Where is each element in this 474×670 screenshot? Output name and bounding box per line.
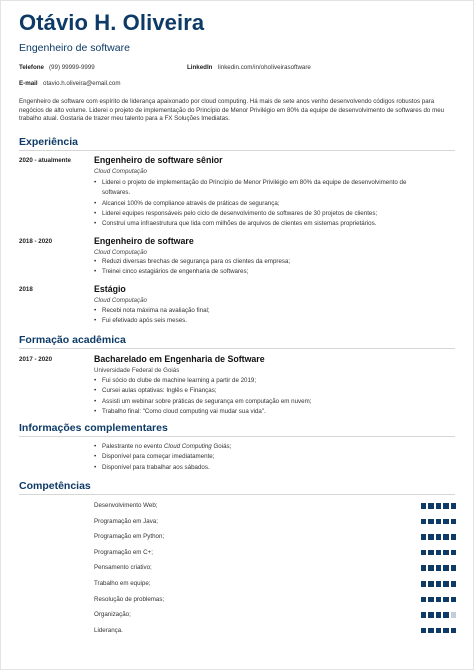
list-item: • Liderei equipes responsáveis pelo ciclo de desenvolvimento de softwares de 30 projetos de clientes; [94, 209, 454, 219]
skill-level-square [436, 534, 442, 540]
skill-level-square [443, 550, 449, 556]
list-item: • Reduzi diversas brechas de segurança para os clientes da empresa; [94, 257, 454, 267]
skill-row [94, 627, 456, 635]
list-item: • Disponível para trabalhar aos sábados. [94, 463, 454, 473]
skill-name: Organização; [94, 611, 131, 619]
skill-row [94, 580, 456, 588]
skill-level-square [443, 612, 449, 618]
skill-level-bar [421, 628, 457, 634]
skill-level-bar [421, 581, 457, 587]
candidate-name: Otávio H. Oliveira [19, 10, 205, 35]
skill-level-bar [421, 503, 457, 509]
skill-level-square [436, 597, 442, 603]
skill-level-square [436, 565, 442, 571]
skill-level-square [443, 581, 449, 587]
skill-level-bar [421, 519, 457, 525]
skill-row [94, 611, 456, 619]
candidate-title: Engenheiro de software [19, 42, 130, 54]
skill-level-square [443, 534, 449, 540]
job-bullets [94, 178, 454, 229]
divider [19, 494, 455, 495]
skill-name: Pensamento criativo; [94, 564, 152, 572]
skill-level-square [436, 628, 442, 634]
skill-level-square [443, 565, 449, 571]
skill-level-square [428, 565, 434, 571]
job-date: 2020 - atualmente [19, 157, 71, 164]
skill-level-square [451, 581, 457, 587]
skill-level-square [421, 628, 427, 634]
skill-level-square [443, 597, 449, 603]
list-item: • Palestrante no evento Cloud Computing Goiás; [94, 442, 454, 452]
skill-level-square [443, 503, 449, 509]
skill-level-square [436, 612, 442, 618]
job-title: Estágio [94, 284, 126, 294]
skill-name: Desenvolvimento Web; [94, 502, 158, 509]
list-item: • Recebi nota máxima na avaliação final; [94, 306, 454, 316]
linkedin-value[interactable]: linkedin.com/in/ohoIiveirasoftware [218, 64, 311, 71]
skill-level-square [421, 534, 427, 540]
skill-level-square [428, 612, 434, 618]
skill-row [94, 533, 456, 541]
skill-row [94, 564, 456, 572]
list-item: • Fui efetivado após seis meses. [94, 316, 454, 326]
skill-level-square [428, 628, 434, 634]
skill-level-square [428, 581, 434, 587]
additional-bullets [94, 442, 454, 473]
email-value[interactable]: otavio.h.oliveira@email.com [43, 80, 121, 87]
list-item: • Disponível para começar imediatamente; [94, 452, 454, 462]
job-title: Engenheiro de software sênior [94, 155, 223, 165]
skill-level-square [451, 628, 457, 634]
job-company: Cloud Computação [94, 168, 147, 175]
skill-level-square [421, 597, 427, 603]
skill-name: Trabalho em equipe; [94, 580, 151, 587]
skill-name: Liderança. [94, 626, 123, 634]
job-date: 2018 - 2020 [19, 238, 53, 245]
list-item: • Cursei aulas optativas: Inglês e Finanças; [94, 386, 454, 396]
skill-level-square [443, 628, 449, 634]
skill-level-square [428, 534, 434, 540]
skill-name: Programação em C+; [94, 548, 153, 556]
divider [19, 348, 455, 349]
skill-level-bar [421, 565, 457, 571]
skill-level-square [451, 565, 457, 571]
list-item: • Fui sócio do clube de machine learning a partir de 2019; [94, 376, 454, 386]
education-bullets [94, 376, 454, 417]
skill-level-square [451, 550, 457, 556]
list-item: • Assisti um webinar sobre práticas de segurança em computação em nuvem; [94, 397, 454, 407]
skill-name: Programação em Java; [94, 517, 158, 525]
skill-level-square [451, 597, 457, 603]
skill-level-square [436, 519, 442, 525]
profile-summary: Engenheiro de software com espírito de liderança apaixonado por cloud computing. Há mais de sete anos venho desenvolvendo códigos robustos para negócios de alto volume. Liderei o projeto de implementação do Princípio de Menor Privilégio em 80% da equipe de desenvolvimento de softwares do meu trabalho atual. Gostaria de trazer meu talento para a FX Soluções Imediatas. [19, 98, 445, 123]
skill-level-square [421, 503, 427, 509]
list-item: • Liderei o projeto de implementação do Princípio de Menor Privilégio em 80% da equipe de desenvolvimento de softwares. [94, 178, 424, 199]
skill-level-bar [421, 534, 457, 540]
skill-level-square [428, 503, 434, 509]
skill-name: Resolução de problemas; [94, 595, 165, 603]
skill-level-square [436, 581, 442, 587]
skill-row [94, 596, 456, 604]
skill-level-bar [421, 550, 457, 556]
skill-level-square [421, 519, 427, 525]
skill-level-bar [421, 597, 457, 603]
skill-level-bar [421, 612, 457, 618]
skill-level-square [421, 581, 427, 587]
skill-level-square [421, 612, 427, 618]
section-title-skills: Competências [19, 480, 91, 492]
email-label: E-mail [19, 80, 38, 87]
list-item: • Construí uma infraestrutura que lida com milhões de arquivos de clientes em sistemas proprietários. [94, 219, 454, 229]
skill-level-square [451, 519, 457, 525]
skill-row [94, 549, 456, 557]
skill-level-square [428, 519, 434, 525]
list-item: • Trabalho final: "Como cloud computing vai mudar sua vida". [94, 407, 454, 417]
skill-level-square [428, 550, 434, 556]
list-item: • Treinei cinco estagiários de engenharia de softwares; [94, 267, 454, 277]
job-date: 2018 [19, 286, 33, 293]
job-company: Cloud Computação [94, 297, 147, 304]
linkedin-label: LinkedIn [187, 64, 213, 71]
divider [19, 150, 455, 151]
skill-row [94, 518, 456, 526]
degree-title: Bacharelado em Engenharia de Software [94, 354, 265, 364]
section-title-experience: Experiência [19, 136, 78, 148]
phone-value: (99) 99999-9999 [49, 64, 95, 71]
skill-level-square [428, 597, 434, 603]
skill-level-square [436, 550, 442, 556]
job-bullets [94, 257, 454, 278]
skill-level-square [451, 534, 457, 540]
phone-label: Telefone [19, 64, 44, 71]
divider [19, 436, 455, 437]
education-date: 2017 - 2020 [19, 356, 53, 363]
job-bullets [94, 306, 454, 327]
job-company: Cloud Computação [94, 249, 147, 256]
skill-level-square [436, 503, 442, 509]
section-title-education: Formação acadêmica [19, 334, 126, 346]
skill-level-square [421, 550, 427, 556]
skill-level-square [443, 519, 449, 525]
job-title: Engenheiro de software [94, 236, 194, 246]
skill-level-square [451, 612, 457, 618]
section-title-additional: Informações complementares [19, 422, 168, 434]
skill-level-square [451, 503, 457, 509]
school-name: Universidade Federal de Goiás [94, 367, 180, 374]
skill-name: Programação em Python; [94, 533, 165, 541]
skill-level-square [421, 565, 427, 571]
skill-row [94, 502, 456, 510]
list-item: • Alcancei 100% de compliance através de práticas de segurança; [94, 199, 454, 209]
